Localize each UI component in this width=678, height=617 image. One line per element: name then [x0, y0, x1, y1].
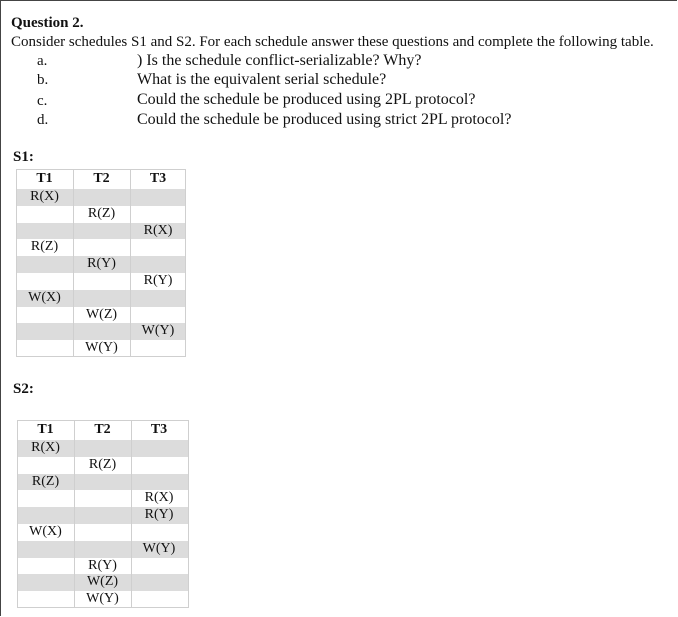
- table-cell: [74, 490, 131, 507]
- table-cell: [16, 323, 73, 340]
- item-d-letter: d.: [37, 112, 49, 128]
- question-intro: Consider schedules S1 and S2. For each schedule answer these questions and complete the following table.: [11, 34, 654, 50]
- table-cell: R(Y): [87, 256, 116, 272]
- table-row: [16, 256, 186, 273]
- question-title: Question 2.: [11, 15, 84, 31]
- s2-schedule-table: [17, 420, 189, 608]
- table-row: [17, 574, 189, 591]
- header-cell: T1: [36, 171, 53, 186]
- item-c-text: Could the schedule be produced using 2PL protocol?: [137, 91, 476, 108]
- table-row: [16, 340, 186, 357]
- table-cell: [17, 507, 74, 524]
- table-cell: [131, 457, 187, 474]
- table-cell: [130, 256, 186, 273]
- table-cell: [16, 223, 73, 240]
- table-cell: R(Y): [143, 272, 173, 288]
- table-cell: [17, 558, 74, 575]
- item-c-letter: c.: [37, 93, 48, 109]
- table-cell: [74, 440, 131, 457]
- table-cell: [131, 474, 187, 491]
- table-cell: [131, 574, 187, 591]
- table-cell: R(Z): [31, 473, 60, 489]
- table-cell: W(Z): [85, 306, 118, 322]
- s1-label: S1:: [13, 149, 34, 165]
- table-row: [17, 474, 189, 491]
- table-row: [16, 206, 186, 223]
- table-row: [17, 591, 189, 608]
- table-row: [16, 273, 186, 290]
- item-a-text: ) Is the schedule conflict-serializable? Why?: [137, 52, 422, 69]
- table-cell: [73, 273, 130, 290]
- table-cell: W(Y): [86, 591, 119, 607]
- table-row: [17, 507, 189, 524]
- table-cell: [74, 541, 131, 558]
- table-cell: [17, 490, 74, 507]
- table-cell: [16, 206, 73, 223]
- table-row: [16, 307, 186, 324]
- header-cell: T2: [93, 171, 110, 186]
- table-cell: W(Y): [85, 340, 118, 356]
- table-row: [17, 490, 189, 507]
- table-cell: R(Z): [88, 456, 117, 472]
- table-header: [17, 420, 189, 440]
- item-b-letter: b.: [37, 72, 49, 88]
- table-row: [17, 457, 189, 474]
- table-cell: [130, 239, 186, 256]
- table-row: [17, 558, 189, 575]
- table-cell: [131, 558, 187, 575]
- table-cell: [130, 290, 186, 307]
- table-cell: R(Z): [30, 239, 59, 255]
- table-cell: [73, 290, 130, 307]
- table-cell: [73, 189, 130, 206]
- table-row: [17, 541, 189, 558]
- table-row: [17, 440, 189, 457]
- table-header: [16, 169, 186, 189]
- table-cell: [73, 323, 130, 340]
- table-cell: R(X): [31, 440, 60, 455]
- table-cell: [17, 541, 74, 558]
- s2-label: S2:: [13, 381, 34, 397]
- column-divider: [130, 169, 131, 357]
- column-divider: [131, 420, 132, 608]
- table-cell: R(Y): [144, 507, 174, 523]
- table-cell: [130, 189, 186, 206]
- header-cell: T1: [37, 422, 54, 437]
- table-cell: W(X): [28, 289, 61, 305]
- table-cell: W(Y): [141, 323, 175, 339]
- column-divider: [74, 420, 75, 608]
- table-cell: [73, 239, 130, 256]
- table-cell: [73, 223, 130, 240]
- table-cell: [131, 591, 187, 608]
- column-divider: [73, 169, 74, 357]
- table-cell: [17, 591, 74, 608]
- s1-schedule-table: [16, 169, 186, 357]
- header-cell: T3: [149, 171, 167, 186]
- table-cell: [74, 524, 131, 541]
- table-cell: [17, 574, 74, 591]
- table-cell: R(Y): [88, 557, 117, 573]
- table-row: [16, 290, 186, 307]
- table-cell: [74, 474, 131, 491]
- table-cell: [130, 206, 186, 223]
- table-cell: [16, 273, 73, 290]
- table-cell: R(X): [30, 189, 59, 204]
- table-cell: [131, 524, 187, 541]
- table-cell: [16, 256, 73, 273]
- table-cell: R(X): [144, 490, 174, 506]
- table-row: [16, 239, 186, 256]
- item-b-text: What is the equivalent serial schedule?: [137, 71, 387, 88]
- header-cell: T2: [94, 422, 111, 437]
- table-cell: [74, 507, 131, 524]
- item-a-letter: a.: [37, 53, 48, 69]
- table-row: [17, 524, 189, 541]
- table-cell: R(Z): [87, 205, 116, 221]
- table-cell: [131, 440, 187, 457]
- table-cell: [16, 340, 73, 357]
- table-cell: [130, 340, 186, 357]
- table-row: [16, 189, 186, 206]
- table-cell: [17, 457, 74, 474]
- table-cell: W(X): [29, 523, 62, 539]
- table-cell: W(Y): [142, 540, 176, 556]
- header-cell: T3: [150, 422, 168, 437]
- table-row: [16, 223, 186, 240]
- table-cell: [130, 307, 186, 324]
- table-row: [16, 323, 186, 340]
- table-cell: W(Z): [86, 574, 119, 590]
- item-d-text: Could the schedule be produced using strict 2PL protocol?: [137, 111, 512, 128]
- table-cell: R(X): [143, 222, 173, 238]
- table-cell: [16, 307, 73, 324]
